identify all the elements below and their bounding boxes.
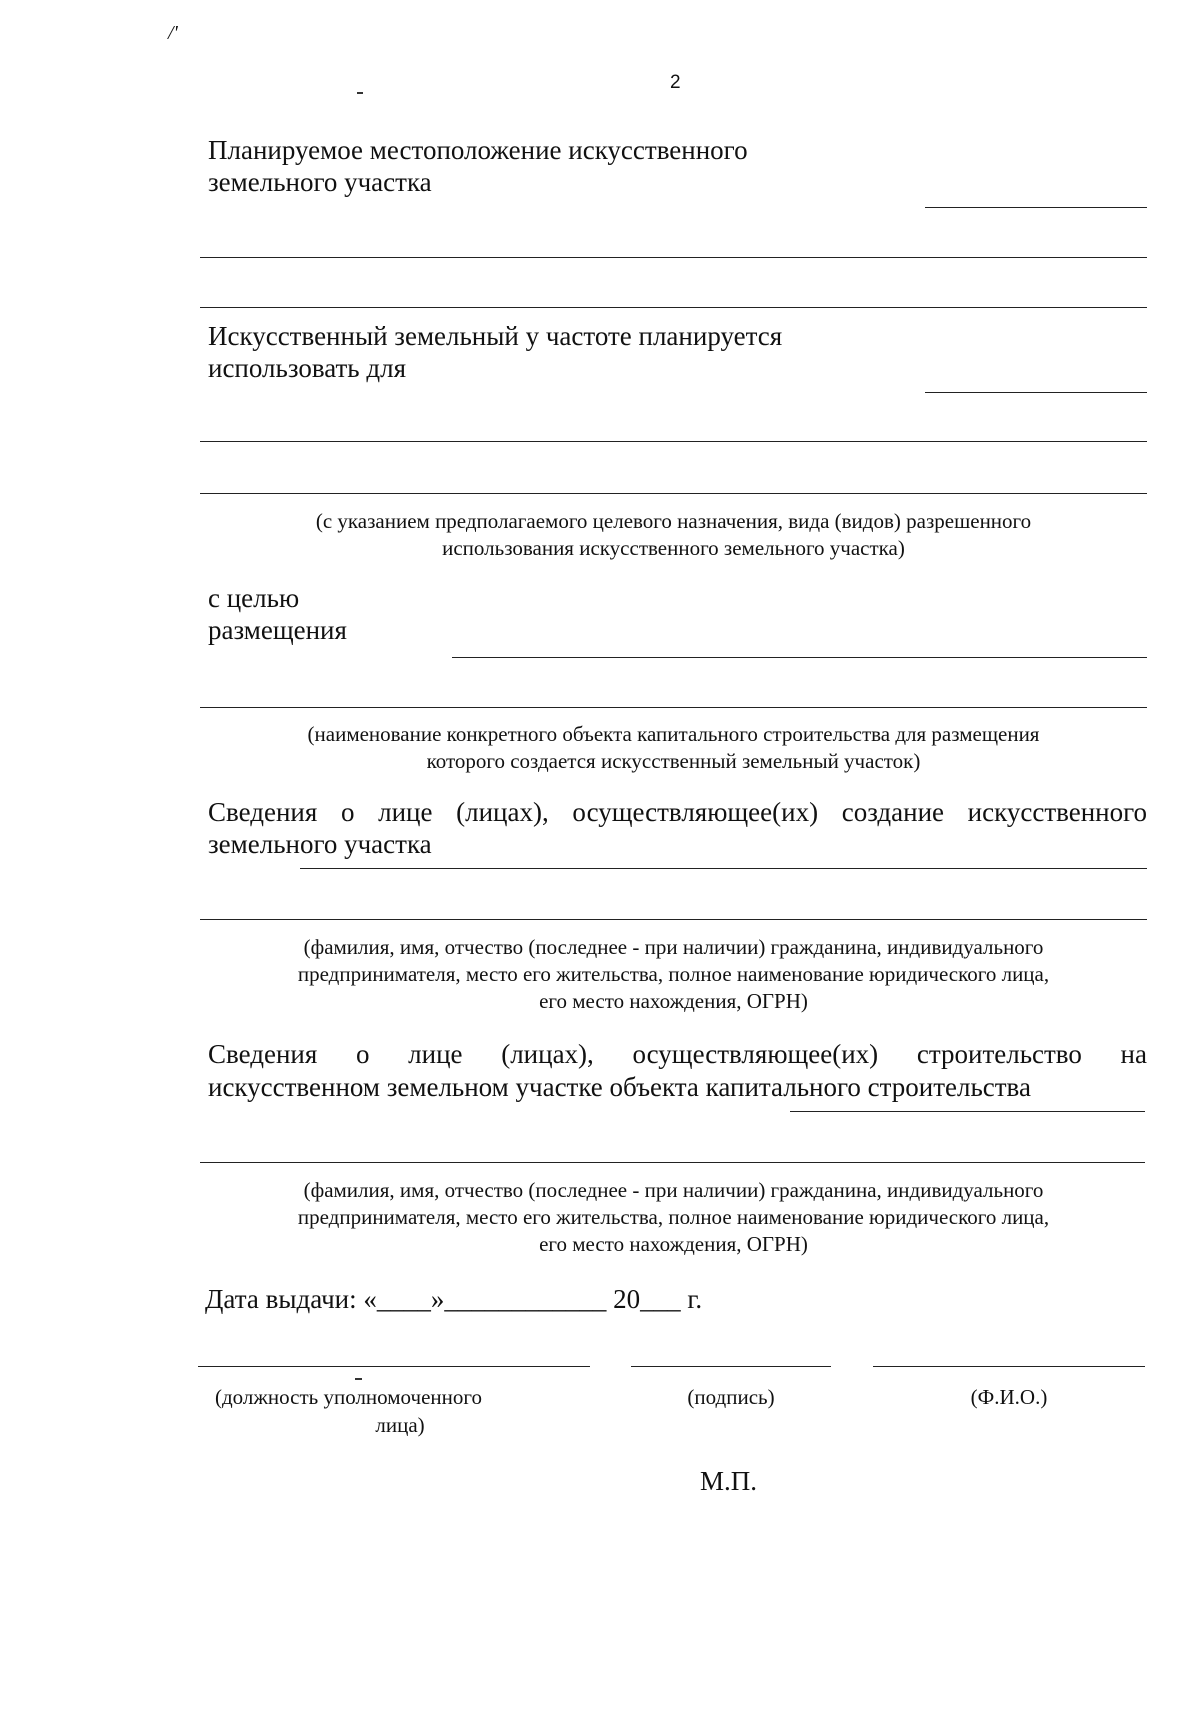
builder-heading-line1: Сведения о лице (лицах), осуществляющее(их) строительство на bbox=[208, 1039, 1147, 1069]
builder-caption-line2: предпринимателя, место его жительства, полное наименование юридического лица, bbox=[297, 1205, 1050, 1229]
name-label: (Ф.И.О.) bbox=[970, 1385, 1048, 1409]
builder-heading-line2: искусственном земельном участке объекта капитального строительства bbox=[208, 1072, 1031, 1102]
creator-fill-line-2 bbox=[200, 919, 1147, 920]
scan-speck-2 bbox=[355, 1378, 362, 1380]
signature-label: (подпись) bbox=[687, 1385, 775, 1409]
scan-speck bbox=[357, 92, 363, 94]
usage-caption-line1: (с указанием предполагаемого целевого назначения, вида (видов) разрешенного bbox=[315, 509, 1032, 533]
usage-fill-line-3 bbox=[200, 493, 1147, 494]
purpose-heading-line1: с целью bbox=[208, 583, 300, 613]
usage-heading-line2: использовать для bbox=[208, 353, 406, 383]
signature-line bbox=[631, 1366, 831, 1367]
position-label-line2: лица) bbox=[375, 1413, 425, 1437]
usage-fill-line-1 bbox=[925, 392, 1147, 393]
location-fill-line-1 bbox=[925, 207, 1147, 208]
location-fill-line-3 bbox=[200, 307, 1147, 308]
creator-caption-line2: предпринимателя, место его жительства, полное наименование юридического лица, bbox=[297, 962, 1050, 986]
creator-heading-line2: земельного участка bbox=[208, 829, 432, 859]
creator-heading-line1: Сведения о лице (лицах), осуществляющее(их) создание искусственного bbox=[208, 797, 1147, 827]
purpose-caption-line2: которого создается искусственный земельный участок) bbox=[426, 749, 921, 773]
builder-caption-line3: его место нахождения, ОГРН) bbox=[539, 1232, 808, 1256]
seal-placeholder: М.П. bbox=[700, 1466, 758, 1496]
position-label-line1: (должность уполномоченного bbox=[215, 1385, 482, 1409]
purpose-caption-line1: (наименование конкретного объекта капитального строительства для размещения bbox=[307, 722, 1040, 746]
creator-caption-line3: его место нахождения, ОГРН) bbox=[539, 989, 808, 1013]
builder-caption-line1: (фамилия, имя, отчество (последнее - при наличии) гражданина, индивидуального bbox=[303, 1178, 1044, 1202]
issue-date: Дата выдачи: «____»____________ 20___ г. bbox=[205, 1284, 703, 1314]
usage-caption-line2: использования искусственного земельного участка) bbox=[442, 536, 905, 560]
creator-caption-line1: (фамилия, имя, отчество (последнее - при наличии) гражданина, индивидуального bbox=[303, 935, 1044, 959]
location-heading-line1: Планируемое местоположение искусственного bbox=[208, 135, 748, 165]
usage-heading-line1: Искусственный земельный у частоте планируется bbox=[208, 321, 783, 351]
position-signature-line bbox=[198, 1366, 590, 1367]
purpose-fill-line-1 bbox=[452, 657, 1147, 658]
purpose-fill-line-2 bbox=[200, 707, 1147, 708]
purpose-heading-line2: размещения bbox=[208, 615, 347, 645]
name-signature-line bbox=[873, 1366, 1145, 1367]
corner-mark: /' bbox=[168, 22, 178, 44]
location-fill-line-2 bbox=[200, 257, 1147, 258]
page-number: 2 bbox=[670, 72, 681, 93]
creator-fill-line-1 bbox=[300, 868, 1147, 869]
usage-fill-line-2 bbox=[200, 441, 1147, 442]
location-heading-line2: земельного участка bbox=[208, 167, 432, 197]
builder-fill-line-2 bbox=[200, 1162, 1145, 1163]
builder-fill-line-1 bbox=[790, 1111, 1145, 1112]
